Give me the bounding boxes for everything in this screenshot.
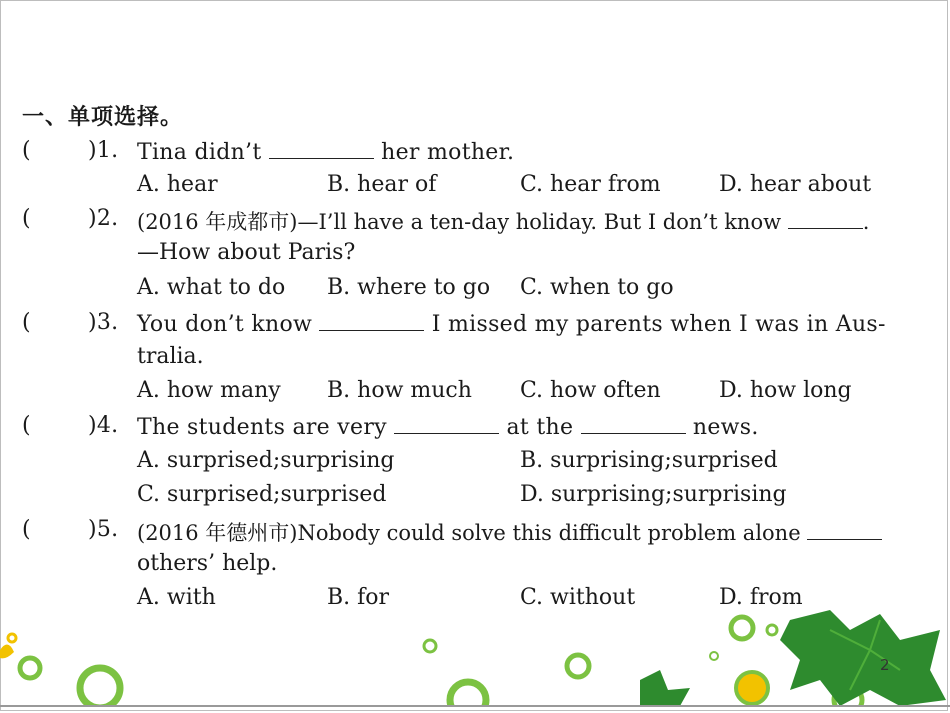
section-heading: 一、单项选择。 (22, 105, 184, 130)
leaf-icon (0, 644, 14, 658)
question-4 (0, 413, 950, 441)
option-d: D. hear about (719, 172, 872, 197)
question-stem: The students are very (137, 415, 387, 440)
option-a: A. what to do (137, 275, 286, 300)
answer-paren[interactable]: ( (22, 138, 31, 163)
question-1 (0, 138, 950, 166)
option-c: C. when to go (520, 275, 674, 300)
question-stem-end: I missed my parents when I was in Aus- (431, 312, 886, 337)
answer-blank (269, 138, 374, 159)
option-a: A. how many (137, 378, 281, 403)
answer-blank (581, 413, 686, 434)
answer-paren[interactable]: ( (22, 206, 31, 231)
question-line2: others’ help. (137, 551, 278, 576)
option-a: A. surprised;surprising (137, 448, 395, 473)
question-line2: —How about Paris? (137, 240, 356, 265)
bottom-border (0, 705, 950, 707)
decorative-footer (0, 600, 950, 706)
answer-blank (394, 413, 499, 434)
ring-icon (710, 652, 718, 660)
question-number: )3. (88, 310, 119, 335)
option-a: A. hear (137, 172, 218, 197)
question-number: )2. (88, 206, 119, 231)
ring-icon (767, 625, 777, 635)
question-stem-end: . (862, 210, 870, 234)
ring-icon (736, 672, 768, 704)
leaf-decorations (0, 610, 946, 706)
option-b: B. how much (327, 378, 472, 403)
option-b: B. hear of (327, 172, 437, 197)
option-d: D. from (719, 585, 803, 610)
question-stem-end: news. (692, 415, 759, 440)
question-stem: Tina didn’t (137, 140, 262, 165)
option-b: B. where to go (327, 275, 491, 300)
option-a: A. with (137, 585, 216, 610)
answer-paren[interactable]: ( (22, 517, 31, 542)
answer-blank (788, 208, 863, 229)
option-c: C. how often (520, 378, 661, 403)
leaf-icon (780, 610, 946, 706)
question-2 (0, 206, 950, 234)
answer-blank (807, 519, 882, 540)
option-d: D. how long (719, 378, 852, 403)
page-number: 2 (880, 656, 890, 674)
question-stem: You don’t know (137, 312, 313, 337)
ring-icon (20, 658, 40, 678)
option-c: C. hear from (520, 172, 661, 197)
question-stem-mid: at the (506, 415, 574, 440)
answer-paren[interactable]: ( (22, 310, 31, 335)
question-stem: (2016 年成都市)—I’ll have a ten-day holiday. But I don’t know (137, 210, 782, 234)
question-number: )1. (88, 138, 119, 163)
question-line2: tralia. (137, 344, 204, 369)
option-c: C. without (520, 585, 636, 610)
answer-paren[interactable]: ( (22, 413, 31, 438)
question-stem-end: her mother. (381, 140, 515, 165)
ring-icon (731, 617, 753, 639)
ring-decorations (8, 617, 862, 706)
option-b: B. for (327, 585, 390, 610)
ring-icon (80, 668, 120, 706)
ring-icon (424, 640, 436, 652)
question-number: )5. (88, 517, 119, 542)
question-5 (0, 517, 950, 545)
question-number: )4. (88, 413, 119, 438)
question-3 (0, 310, 950, 338)
answer-blank (319, 310, 424, 331)
option-b: B. surprising;surprised (520, 448, 778, 473)
leaf-icon (640, 670, 690, 706)
option-c: C. surprised;surprised (137, 482, 387, 507)
option-d: D. surprising;surprising (520, 482, 787, 507)
ring-icon (8, 634, 16, 642)
ring-icon (450, 682, 486, 706)
ring-icon (567, 655, 589, 677)
question-stem: (2016 年德州市)Nobody could solve this difficult problem alone (137, 521, 801, 545)
